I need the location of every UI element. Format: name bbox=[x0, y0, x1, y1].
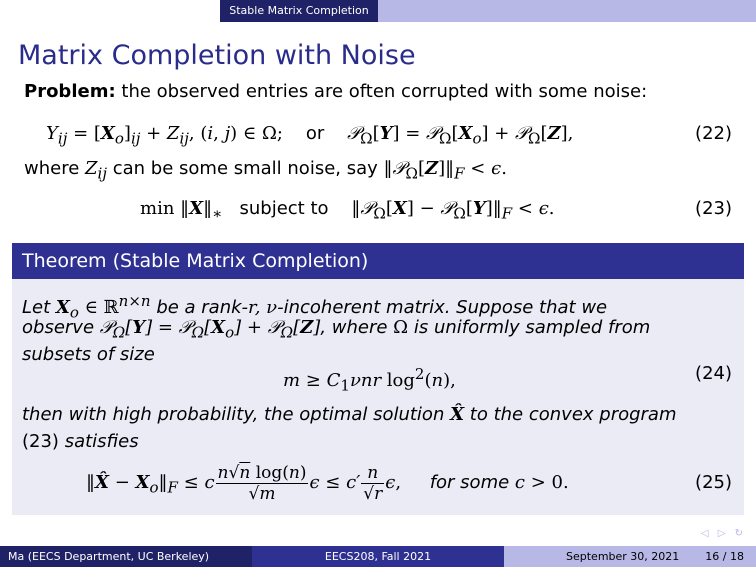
subject-to-text: subject to bbox=[239, 198, 329, 219]
where-text: where bbox=[24, 158, 80, 179]
nav-zoom-icon[interactable]: ↻ bbox=[734, 528, 746, 539]
observe-text: observe bbox=[22, 317, 95, 338]
theorem-line-2: observe 𝒫$_\Omega$[Y] = $𝒫_\Omega[X_o]$ + 𝒫$_\Omega$[Z], where Ω is uniformly sampled from bbox=[22, 317, 651, 342]
be-rank-text: be a rank- bbox=[156, 297, 249, 318]
footer-page-number: 16 / 18 bbox=[705, 550, 744, 563]
satisfies-ref: (23) bbox=[22, 431, 59, 452]
equation-22: $Y_{ij} = [X_o]_{ij} + Z_{ij}$, (i, j) ∈ Ω; or 𝒫$_\Omega$[Y] = $𝒫_\Omega[X_o]$ + 𝒫$_\Omega$[Z], bbox=[46, 123, 574, 148]
section-title[interactable]: Stable Matrix Completion bbox=[220, 0, 378, 22]
subsets-text: subsets of size bbox=[22, 344, 155, 365]
equation-23: $\min ‖X‖_∗$ subject to ‖𝒫$_\Omega$[X] − $𝒫_\Omega[Y]‖_F < \epsilon$. bbox=[140, 198, 555, 223]
theorem-line-1: Let $X_o$ ∈ ℝ$^{n\times n}$ be a rank-r, ν-incoherent matrix. Suppose that we bbox=[22, 292, 608, 322]
theorem-line-4: then with high probability, the optimal solution X̂ to the convex program bbox=[22, 404, 677, 425]
problem-statement: the observed entries are often corrupted with some noise: bbox=[121, 81, 648, 102]
let-text: Let bbox=[22, 297, 51, 318]
nav-left-icon[interactable]: ◁ bbox=[700, 528, 712, 539]
small-noise-text: can be some small noise, say bbox=[112, 158, 378, 179]
theorem-title: Theorem (Stable Matrix Completion) bbox=[12, 243, 744, 279]
problem-label: Problem: bbox=[24, 81, 116, 102]
frame-title: Matrix Completion with Noise bbox=[18, 40, 416, 71]
header-left bbox=[0, 0, 220, 22]
theorem-where-text: , where bbox=[320, 317, 388, 338]
theorem-line-3 bbox=[22, 343, 155, 367]
problem-line bbox=[24, 80, 647, 104]
incoherent-text: -incoherent matrix. Suppose that we bbox=[277, 297, 608, 318]
eq24-number: (24) bbox=[695, 363, 732, 384]
footer-bar bbox=[0, 546, 756, 567]
equation-24: $m \ge C_1\nu nr$ $\log^2(n)$, bbox=[283, 365, 456, 395]
noise-line: where $Z_{ij}$ can be some small noise, say $‖𝒫_\Omega[Z]‖_F < \epsilon$. bbox=[24, 158, 507, 183]
eq22-number: (22) bbox=[695, 123, 732, 144]
or-text: or bbox=[305, 123, 325, 144]
eq23-number: (23) bbox=[695, 198, 732, 219]
uniform-text: is uniformly sampled from bbox=[413, 317, 651, 338]
theorem-line-5 bbox=[22, 430, 139, 454]
then-text: then with high probability, the optimal solution bbox=[22, 404, 445, 425]
header-right bbox=[378, 0, 756, 22]
header-bar bbox=[0, 0, 756, 22]
equation-25: ‖X̂ − $X_o‖_F \le c$ $\frac{\text{n√n log(n)}}{√m}$ ϵ ≤ c′ $\frac{n}{√r}$ ϵ, for some c > 0. bbox=[86, 462, 569, 504]
nav-right-icon[interactable]: ▷ bbox=[717, 528, 729, 539]
convex-text: to the convex program bbox=[469, 404, 677, 425]
satisfies-text: satisfies bbox=[64, 431, 139, 452]
for-some-text: for some bbox=[429, 472, 510, 493]
eq25-number: (25) bbox=[695, 472, 732, 493]
beamer-navigation[interactable] bbox=[701, 528, 746, 539]
footer-course: EECS208, Fall 2021 bbox=[252, 546, 504, 567]
footer-author: Ma (EECS Department, UC Berkeley) bbox=[0, 546, 252, 567]
footer-right bbox=[504, 546, 756, 567]
footer-date: September 30, 2021 bbox=[566, 550, 680, 563]
